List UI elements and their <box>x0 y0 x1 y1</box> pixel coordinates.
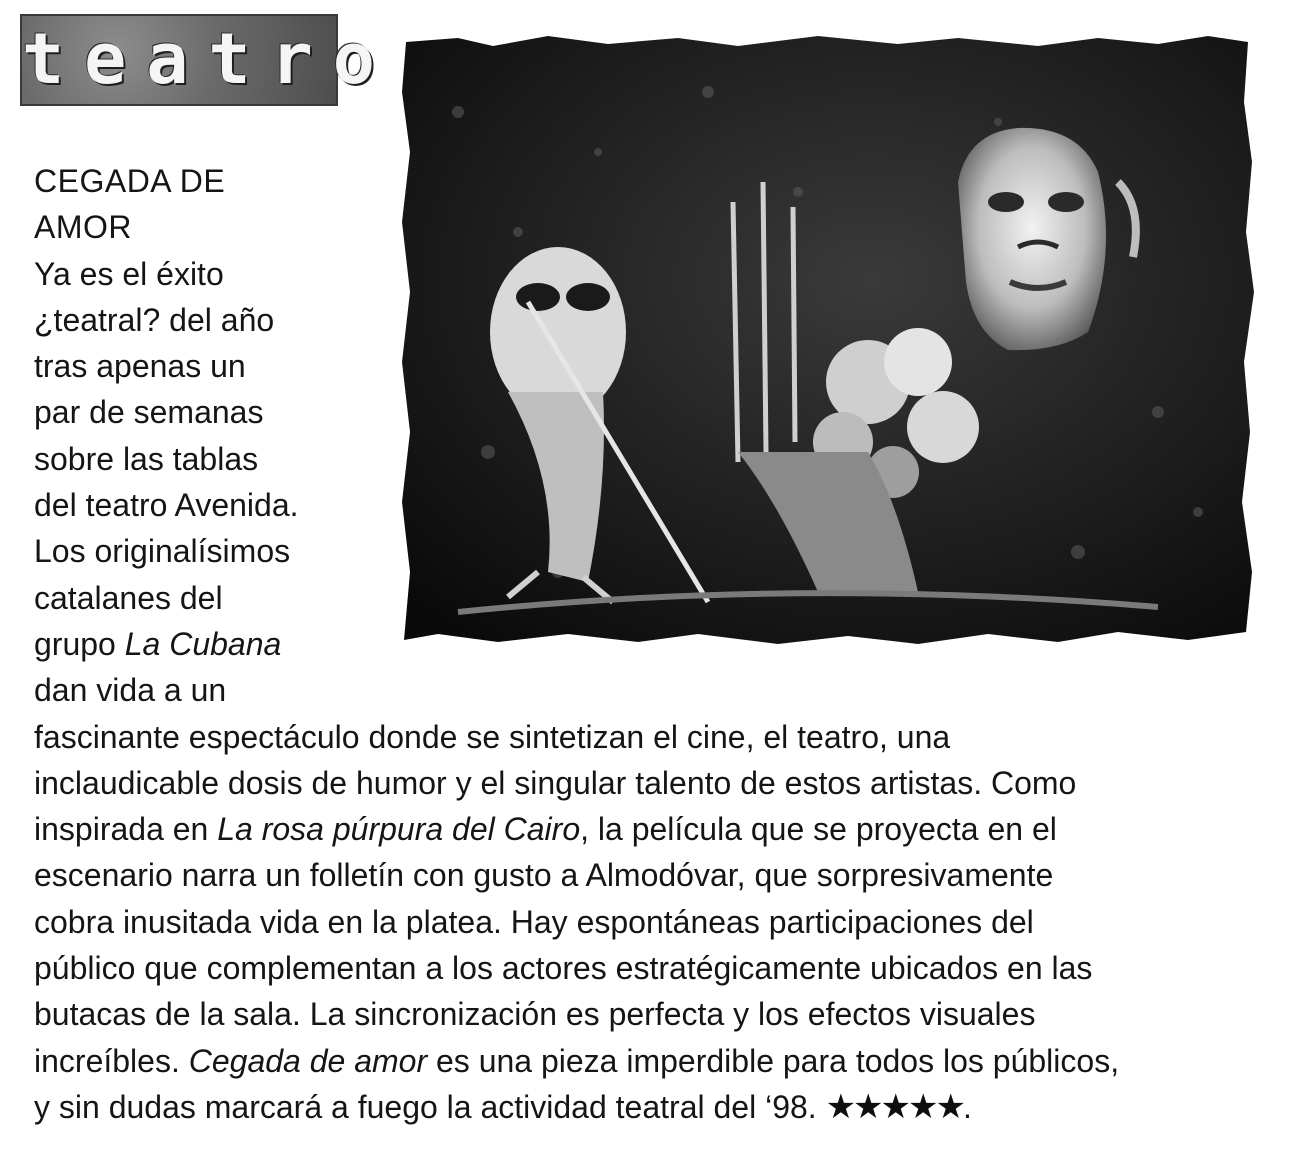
article-line <box>34 991 1274 1037</box>
text-segment: público que complementan a los actores estratégicamente ubicados en las <box>34 950 1093 987</box>
text-segment: tras apenas un <box>34 348 246 385</box>
text-segment: grupo <box>34 625 125 662</box>
text-segment: fascinante espectáculo donde se sintetizan el cine, el teatro, una <box>34 718 951 755</box>
headline-line: CEGADA DE <box>34 163 226 199</box>
text-segment: catalanes del <box>34 579 223 616</box>
text-segment: butacas de la sala. La sincronización es perfecta y los efectos visuales <box>34 996 1036 1033</box>
article-line <box>34 899 1274 945</box>
text-segment: , la película que se proyecta en el <box>580 811 1057 848</box>
text-segment: dan vida a un <box>34 672 227 709</box>
article-body <box>34 251 1274 1131</box>
article-line <box>34 806 1274 852</box>
section-label: teatro <box>22 18 395 100</box>
italic-title: Cegada de amor <box>188 1042 428 1079</box>
article-line <box>34 482 1274 528</box>
article-line <box>34 528 1274 574</box>
article-line <box>34 575 1274 621</box>
text-segment: cobra inusitada vida en la platea. Hay espontáneas participaciones del <box>34 903 1034 940</box>
article-line <box>34 667 1274 713</box>
article-line <box>34 251 1274 297</box>
article-line <box>34 1038 1274 1084</box>
text-segment: sobre las tablas <box>34 440 259 477</box>
article-line <box>34 297 1274 343</box>
headline-line: AMOR <box>34 209 132 246</box>
text-segment: del teatro Avenida. <box>34 487 299 524</box>
text-segment: y sin dudas marcará a fuego la actividad teatral del ‘98. <box>34 1088 826 1125</box>
section-badge <box>20 14 395 106</box>
text-segment: inclaudicable dosis de humor y el singular talento de estos artistas. Como <box>34 764 1077 801</box>
article-line <box>34 436 1274 482</box>
text-segment: ¿teatral? del año <box>34 301 275 338</box>
article-line <box>34 1084 1274 1130</box>
text-segment: Ya es el éxito <box>34 255 224 292</box>
italic-title: La Cubana <box>124 625 282 662</box>
article <box>34 158 1274 1130</box>
article-line <box>34 852 1274 898</box>
article-line <box>34 343 1274 389</box>
article-line <box>34 760 1274 806</box>
text-segment: escenario narra un folletín con gusto a Almodóvar, que sorpresivamente <box>34 857 1054 894</box>
article-line <box>34 621 1274 667</box>
rating-stars: ★★★★★ <box>825 1087 963 1126</box>
text-segment: par de semanas <box>34 394 264 431</box>
article-line <box>34 945 1274 991</box>
text-segment: . <box>962 1088 972 1125</box>
text-segment: Los originalísimos <box>34 533 291 570</box>
text-segment: inspirada en <box>34 811 218 848</box>
text-segment: es una pieza imperdible para todos los públicos, <box>427 1042 1120 1079</box>
article-line <box>34 714 1274 760</box>
article-line <box>34 389 1274 435</box>
text-segment: increíbles. <box>34 1042 189 1079</box>
italic-title: La rosa púrpura del Cairo <box>217 811 581 848</box>
